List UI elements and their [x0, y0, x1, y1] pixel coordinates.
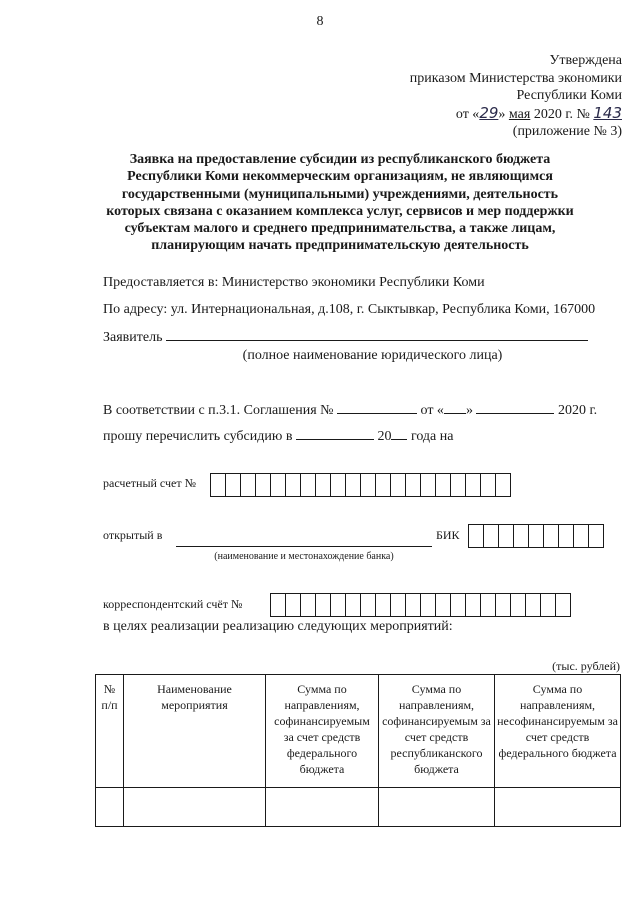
title-line: которых связана с оказанием комплекса услуг, сервисов и мер поддержки: [106, 203, 574, 219]
cell-regional[interactable]: [379, 788, 495, 827]
agreement-month-field[interactable]: [476, 401, 554, 414]
agreement-quote-close: »: [465, 403, 473, 418]
approval-date-line: [410, 105, 622, 124]
applicant-field[interactable]: [166, 328, 588, 341]
title-line: Заявка на предоставление субсидии из республиканского бюджета: [129, 152, 551, 167]
bank-field[interactable]: [176, 546, 432, 547]
measures-table: [95, 674, 621, 827]
approval-line-3: Республики Коми: [516, 88, 622, 103]
agreement-prefix: В соответствии с п.3.1. Соглашения №: [103, 403, 334, 418]
applicant-row: [103, 328, 588, 346]
handwritten-order-number: 143: [593, 103, 622, 122]
request-year-prefix: 20: [377, 429, 392, 444]
date-year: 2020 г. №: [533, 106, 590, 122]
address: По адресу: ул. Интернациональная, д.108, г. Сыктывкар, Республика Коми, 167000: [103, 302, 596, 317]
account-label: расчетный счет №: [103, 476, 197, 490]
col-name-header: Наименование мероприятия: [124, 675, 266, 788]
applicant-caption: (полное наименование юридического лица): [242, 348, 503, 363]
title-line: Республики Коми некоммерческим организациям, не являющимся: [127, 169, 553, 185]
agreement-number-field[interactable]: [337, 401, 417, 414]
cell-number[interactable]: [96, 788, 124, 827]
bik-boxes[interactable]: [468, 524, 604, 548]
approval-line-1: Утверждена: [549, 53, 622, 68]
request-year-field[interactable]: [391, 427, 407, 440]
bik-label: БИК: [436, 528, 460, 542]
document-title: [60, 151, 620, 255]
agreement-from: от «: [420, 403, 444, 418]
account-number-boxes[interactable]: [210, 473, 511, 497]
page-number: 8: [316, 14, 324, 29]
bank-caption: (наименование и местонахождение банка): [214, 551, 394, 562]
col-regional-header: Сумма по направлениям, софинансируемым за счет средств республиканского бюджета: [379, 675, 495, 788]
provided-to: Предоставляется в: Министерство экономики Республики Коми: [103, 275, 485, 290]
title-line: государственными (муниципальными) учреждениями, деятельность: [121, 186, 559, 202]
cell-name[interactable]: [124, 788, 266, 827]
corr-account-boxes[interactable]: [270, 593, 571, 617]
approval-line-2: приказом Министерства экономики: [409, 70, 622, 86]
agreement-row: [103, 401, 597, 419]
approval-appendix: (приложение № 3): [512, 124, 622, 139]
corr-account-label: корреспондентский счёт №: [103, 597, 243, 611]
col-federal-header: Сумма по направлениям, софинансируемым за счет средств федерального бюджета: [266, 675, 379, 788]
opened-label: открытый в: [103, 528, 163, 542]
title-line: субъектам малого и среднего предпринимательства, а также лицам,: [124, 221, 556, 237]
cell-federal[interactable]: [266, 788, 379, 827]
date-month: мая: [508, 106, 531, 122]
request-row: [103, 427, 453, 445]
cell-nonfinanced[interactable]: [495, 788, 621, 827]
request-month-field[interactable]: [296, 427, 374, 440]
agreement-day-field[interactable]: [444, 401, 466, 414]
agreement-year: 2020 г.: [557, 403, 598, 418]
date-mid: »: [498, 106, 506, 122]
handwritten-day: 29: [479, 103, 499, 122]
col-number-header: № п/п: [96, 675, 124, 788]
purpose-text: в целях реализации реализацию следующих мероприятий:: [103, 619, 453, 634]
approval-stamp: [410, 52, 622, 141]
request-year-suffix: года на: [410, 429, 454, 444]
request-prefix: прошу перечислить субсидию в: [103, 429, 293, 444]
units-label: (тыс. рублей): [552, 659, 620, 673]
table-header-row: [96, 675, 621, 788]
applicant-label: Заявитель: [103, 330, 163, 345]
date-prefix: от «: [455, 106, 480, 122]
title-line: планирующим начать предпринимательскую деятельность: [151, 238, 529, 254]
table-row: [96, 788, 621, 827]
col-nonfinanced-header: Сумма по направлениям, несофинансируемым за счет средств федерального бюджета: [495, 675, 621, 788]
